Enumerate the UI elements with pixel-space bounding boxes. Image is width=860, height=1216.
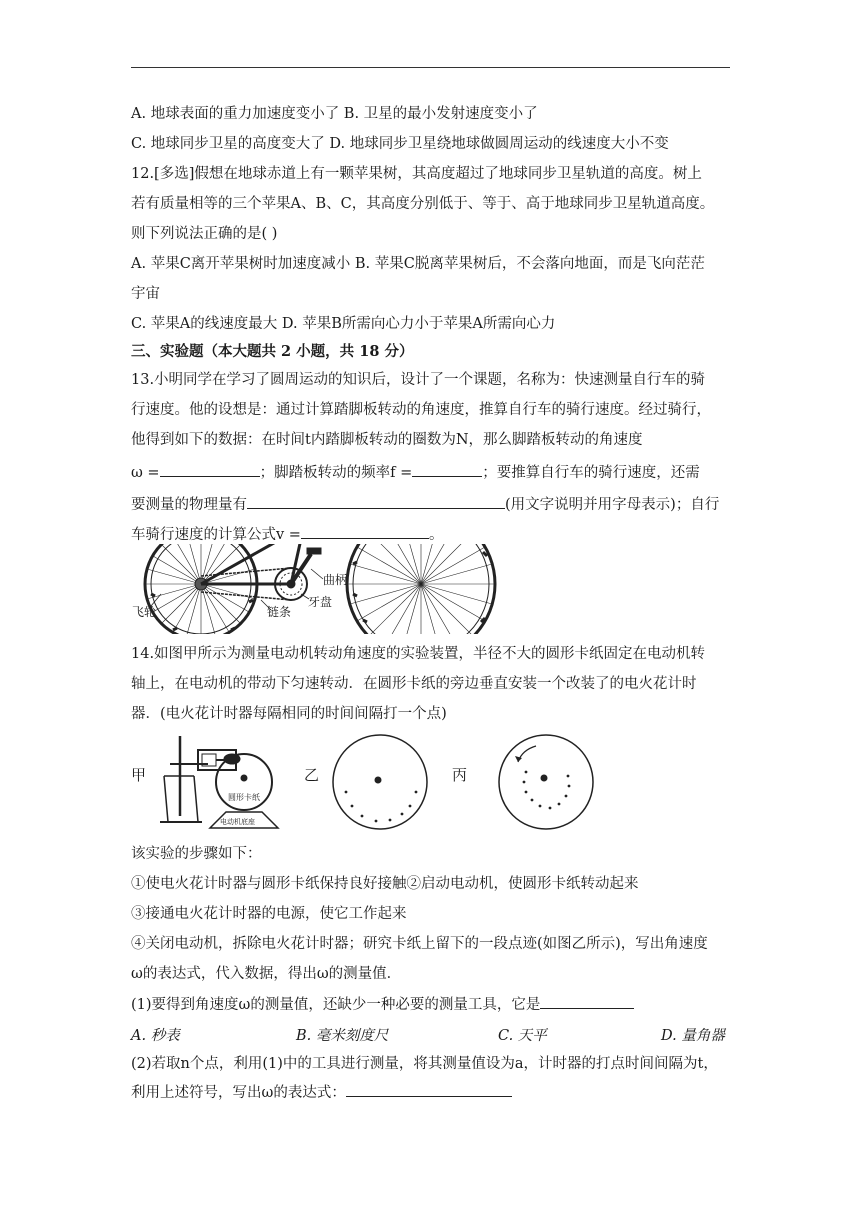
q14-line1: 14.如图甲所示为测量电动机转动角速度的实验装置，半径不大的圆形卡纸固定在电动机转 (131, 646, 706, 662)
bicycle-drivetrain-figure (131, 544, 511, 634)
card-label: 圆形卡纸 (228, 793, 260, 802)
q14-line3: 器．(电火花计时器每隔相同的时间间隔打一个点) (131, 706, 447, 722)
q14-sub2-line2: 利用上述符号，写出ω的表达式： (131, 1082, 512, 1103)
q13-line2: 行速度。他的设想是：通过计算踏脚板转动的角速度，推算自行车的骑行速度。经过骑行， (131, 402, 711, 418)
q13-line6: 车骑行速度的计算公式v = 。 (131, 524, 443, 545)
dot-trace-disc-bing (496, 732, 596, 832)
q11-options-cd: C. 地球同步卫星的高度变大了 D. 地球同步卫星绕地球做圆周运动的线速度大小不变 (131, 136, 669, 152)
motor-base-label: 电动机底座 (220, 818, 255, 826)
q14-steps-intro: 该实验的步骤如下： (131, 846, 262, 862)
q11-options-ab: A. 地球表面的重力加速度变小了 B. 卫星的最小发射速度变小了 (131, 106, 538, 122)
q12-stem-line1: 12.[多选]假想在地球赤道上有一颗苹果树，其高度超过了地球同步卫星轨道的高度。树上 (131, 166, 702, 182)
omega-answer-blank[interactable] (160, 462, 260, 477)
q12-options-ab: A. 苹果C离开苹果树时加速度减小 B. 苹果C脱离苹果树后，不会落向地面，而是飞向茫茫 (131, 256, 705, 272)
quantity-answer-blank[interactable] (247, 494, 505, 509)
choice-a[interactable]: A. 秒表 (131, 1028, 180, 1044)
flywheel-label: 飞轮 (132, 605, 157, 619)
q14-sub1: (1)要得到角速度ω的测量值，还缺少一种必要的测量工具，它是 (131, 994, 634, 1015)
q13-line5: 要测量的物理量有 (用文字说明并用字母表示)；自行 (131, 494, 719, 515)
q12-stem-line2: 若有质量相等的三个苹果A、B、C，其高度分别低于、等于、高于地球同步卫星轨道高度。 (131, 196, 715, 212)
q14-sub2-line1: (2)若取n个点，利用(1)中的工具进行测量，将其测量值设为a，计时器的打点时间间隔为t， (131, 1056, 718, 1072)
choice-c[interactable]: C. 天平 (498, 1028, 547, 1044)
section-3-heading: 三、实验题（本大题共 2 小题，共 18 分） (131, 343, 414, 360)
q14-step-3: ③接通电火花计时器的电源，使它工作起来 (131, 906, 407, 922)
q13-line4: ω = ；脚踏板转动的频率f = ；要推算自行车的骑行速度，还需 (131, 462, 700, 483)
choice-b[interactable]: B. 毫米刻度尺 (296, 1028, 389, 1044)
q14-step-4-line1: ④关闭电动机，拆除电火花计时器；研究卡纸上留下的一段点迹(如图乙所示)，写出角速度 (131, 936, 708, 952)
q12-stem-line3: 则下列说法正确的是( ) (131, 226, 278, 242)
figure-yi-label: 乙 (304, 766, 320, 784)
chainring-label: 牙盘 (308, 595, 333, 609)
q13-line3: 他得到如下的数据：在时间t内踏脚板转动的圈数为N，那么脚踏板转动的角速度 (131, 432, 643, 448)
frequency-answer-blank[interactable] (412, 462, 482, 477)
choice-d[interactable]: D. 量角器 (661, 1028, 725, 1044)
crank-label: 曲柄 (323, 573, 348, 587)
motor-apparatus-figure (150, 734, 290, 830)
q13-line1: 13.小明同学在学习了圆周运动的知识后，设计了一个课题，名称为：快速测量自行车的骑 (131, 372, 706, 388)
q14-step-4-line2: ω的表达式，代入数据，得出ω的测量值． (131, 966, 402, 982)
header-rule (131, 67, 730, 68)
omega-expression-blank[interactable] (346, 1082, 512, 1097)
q12-options-cd: C. 苹果A的线速度最大 D. 苹果B所需向心力小于苹果A所需向心力 (131, 316, 556, 332)
q12-options-ab-cont: 宇宙 (131, 286, 160, 302)
q14-line2: 轴上，在电动机的带动下匀速转动．在圆形卡纸的旁边垂直安装一个改装了的电火花计时 (131, 676, 697, 692)
tool-answer-blank[interactable] (540, 994, 634, 1009)
figure-jia-label: 甲 (131, 766, 147, 784)
q14-step-1-2: ①使电火花计时器与圆形卡纸保持良好接触②启动电动机，使圆形卡纸转动起来 (131, 876, 639, 892)
dot-trace-disc-yi (330, 732, 430, 832)
velocity-formula-blank[interactable] (301, 524, 429, 539)
figure-bing-label: 丙 (452, 766, 468, 784)
chain-label: 链条 (267, 605, 292, 619)
